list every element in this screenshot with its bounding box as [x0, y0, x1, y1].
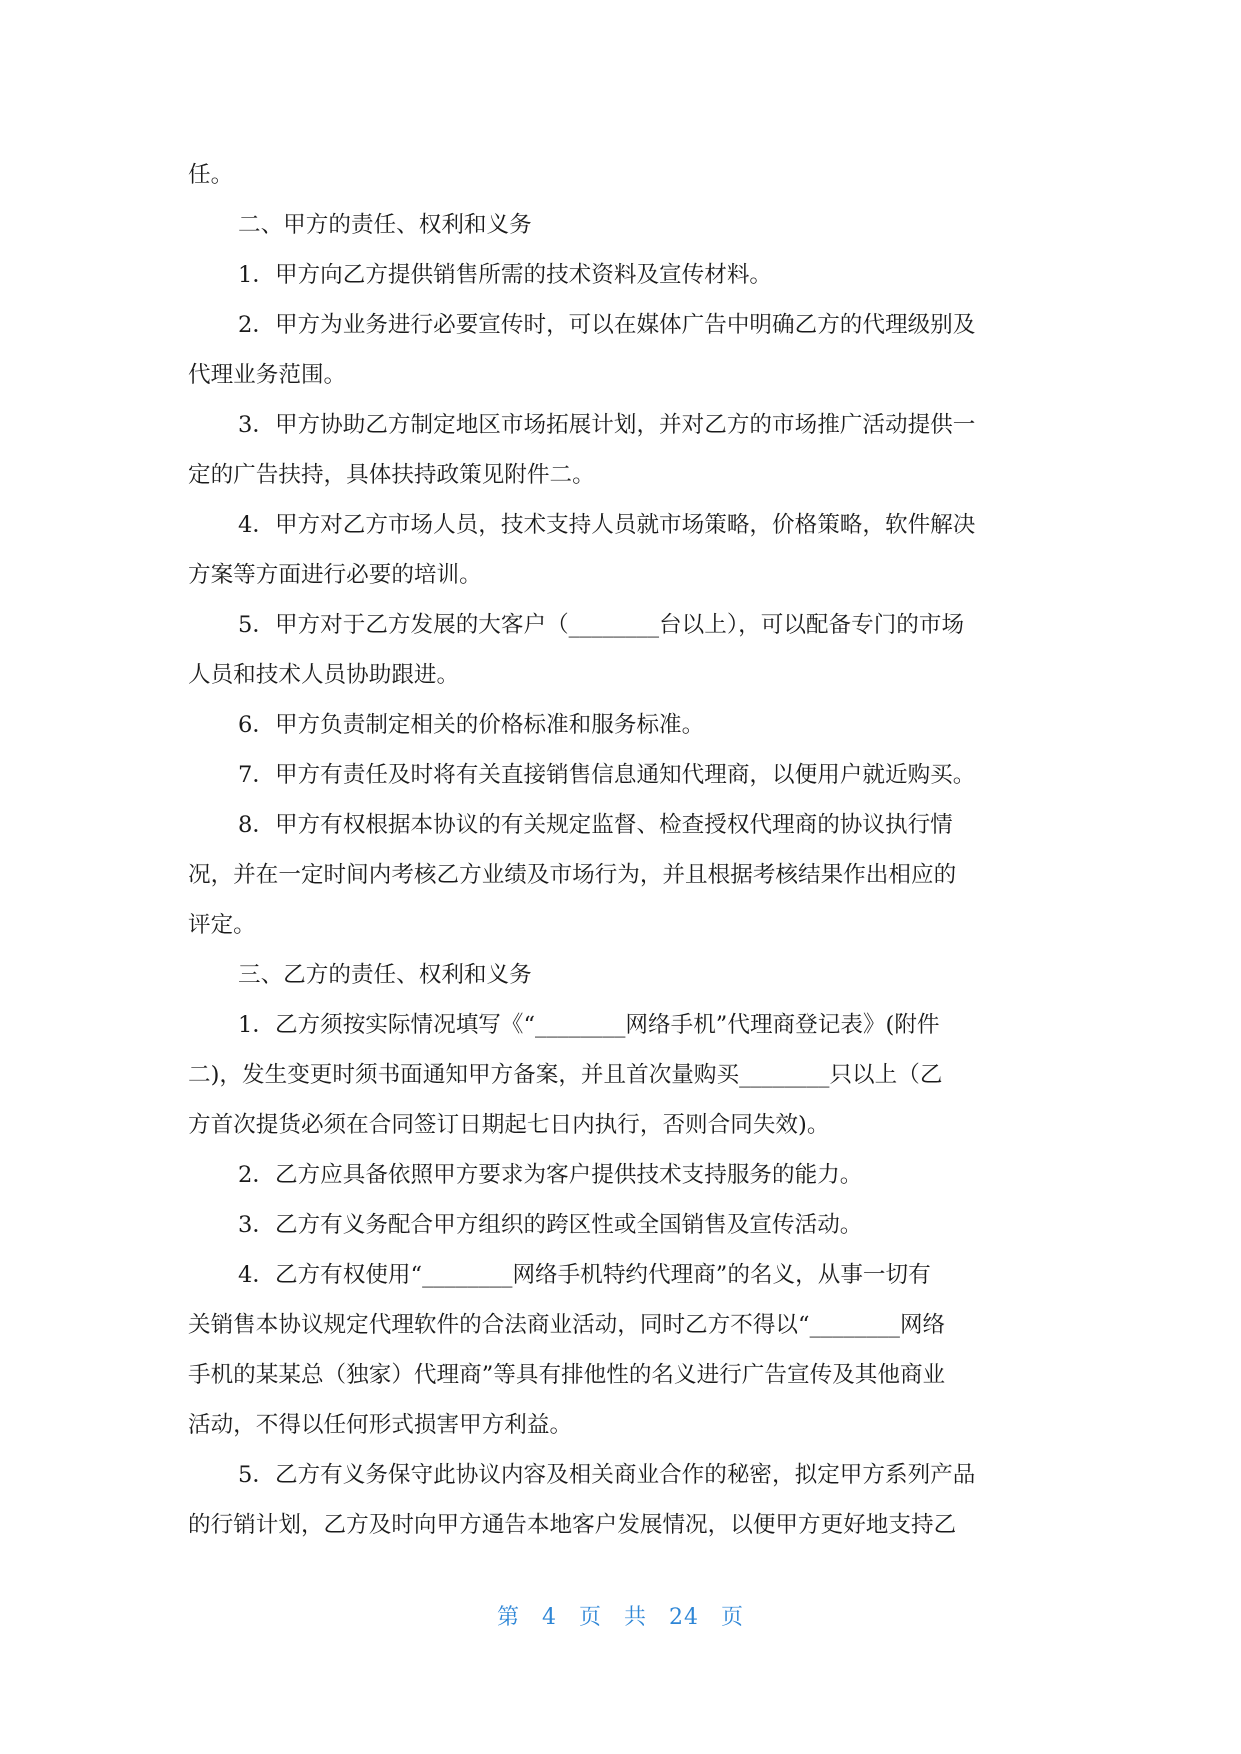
- text-line: 8．甲方有权根据本协议的有关规定监督、检查授权代理商的协议执行情: [238, 812, 953, 838]
- text-line: 定的广告扶持，具体扶持政策见附件二。: [188, 462, 595, 488]
- footer-total-pages: 24: [669, 1605, 700, 1630]
- text-line: 6．甲方负责制定相关的价格标准和服务标准。: [238, 712, 705, 738]
- text-line: 人员和技术人员协助跟进。: [188, 662, 460, 688]
- text-line: 二)，发生变更时须书面通知甲方备案，并且首次量购买________只以上（乙: [188, 1062, 943, 1088]
- text-line: 三、乙方的责任、权利和义务: [238, 962, 532, 988]
- footer-ye: 页: [578, 1605, 602, 1630]
- text-line: 3．乙方有义务配合甲方组织的跨区性或全国销售及宣传活动。: [238, 1212, 863, 1238]
- text-line: 的行销计划，乙方及时向甲方通告本地客户发展情况，以便甲方更好地支持乙: [188, 1512, 957, 1538]
- text-line: 1．甲方向乙方提供销售所需的技术资料及宣传材料。: [238, 262, 773, 288]
- text-line: 7．甲方有责任及时将有关直接销售信息通知代理商，以便用户就近购买。: [238, 762, 976, 788]
- page-footer: [0, 1600, 1241, 1631]
- text-line: 5．乙方有义务保守此协议内容及相关商业合作的秘密，拟定甲方系列产品: [238, 1462, 976, 1488]
- text-line: 任。: [188, 162, 234, 188]
- text-line: 5．甲方对于乙方发展的大客户（________台以上），可以配备专门的市场: [238, 612, 965, 638]
- text-line: 2．甲方为业务进行必要宣传时，可以在媒体广告中明确乙方的代理级别及: [238, 312, 976, 338]
- text-line: 1．乙方须按实际情况填写《“________网络手机”代理商登记表》(附件: [238, 1012, 940, 1038]
- text-line: 评定。: [188, 912, 256, 938]
- text-line: 活动，不得以任何形式损害甲方利益。: [188, 1412, 573, 1438]
- footer-ye-end: 页: [721, 1605, 745, 1630]
- footer-gong: 共: [624, 1605, 648, 1630]
- text-line: 方案等方面进行必要的培训。: [188, 562, 482, 588]
- document-body: [188, 150, 1050, 1550]
- footer-di: 第: [496, 1605, 520, 1630]
- text-line: 代理业务范围。: [188, 362, 347, 388]
- text-line: 2．乙方应具备依照甲方要求为客户提供技术支持服务的能力。: [238, 1162, 863, 1188]
- footer-current-page: 4: [541, 1605, 557, 1630]
- text-line: 4．甲方对乙方市场人员，技术支持人员就市场策略，价格策略，软件解决: [238, 512, 976, 538]
- text-line: 方首次提货必须在合同签订日期起七日内执行，否则合同失效)。: [188, 1112, 830, 1138]
- text-line: 3．甲方协助乙方制定地区市场拓展计划，并对乙方的市场推广活动提供一: [238, 412, 976, 438]
- text-line: 关销售本协议规定代理软件的合法商业活动，同时乙方不得以“________网络: [188, 1312, 946, 1338]
- text-line: 二、甲方的责任、权利和义务: [238, 212, 532, 238]
- text-line: 手机的某某总（独家）代理商”等具有排他性的名义进行广告宣传及其他商业: [188, 1362, 946, 1388]
- text-line: 4．乙方有权使用“________网络手机特约代理商”的名义，从事一切有: [238, 1262, 931, 1288]
- text-line: 况，并在一定时间内考核乙方业绩及市场行为，并且根据考核结果作出相应的: [188, 862, 957, 888]
